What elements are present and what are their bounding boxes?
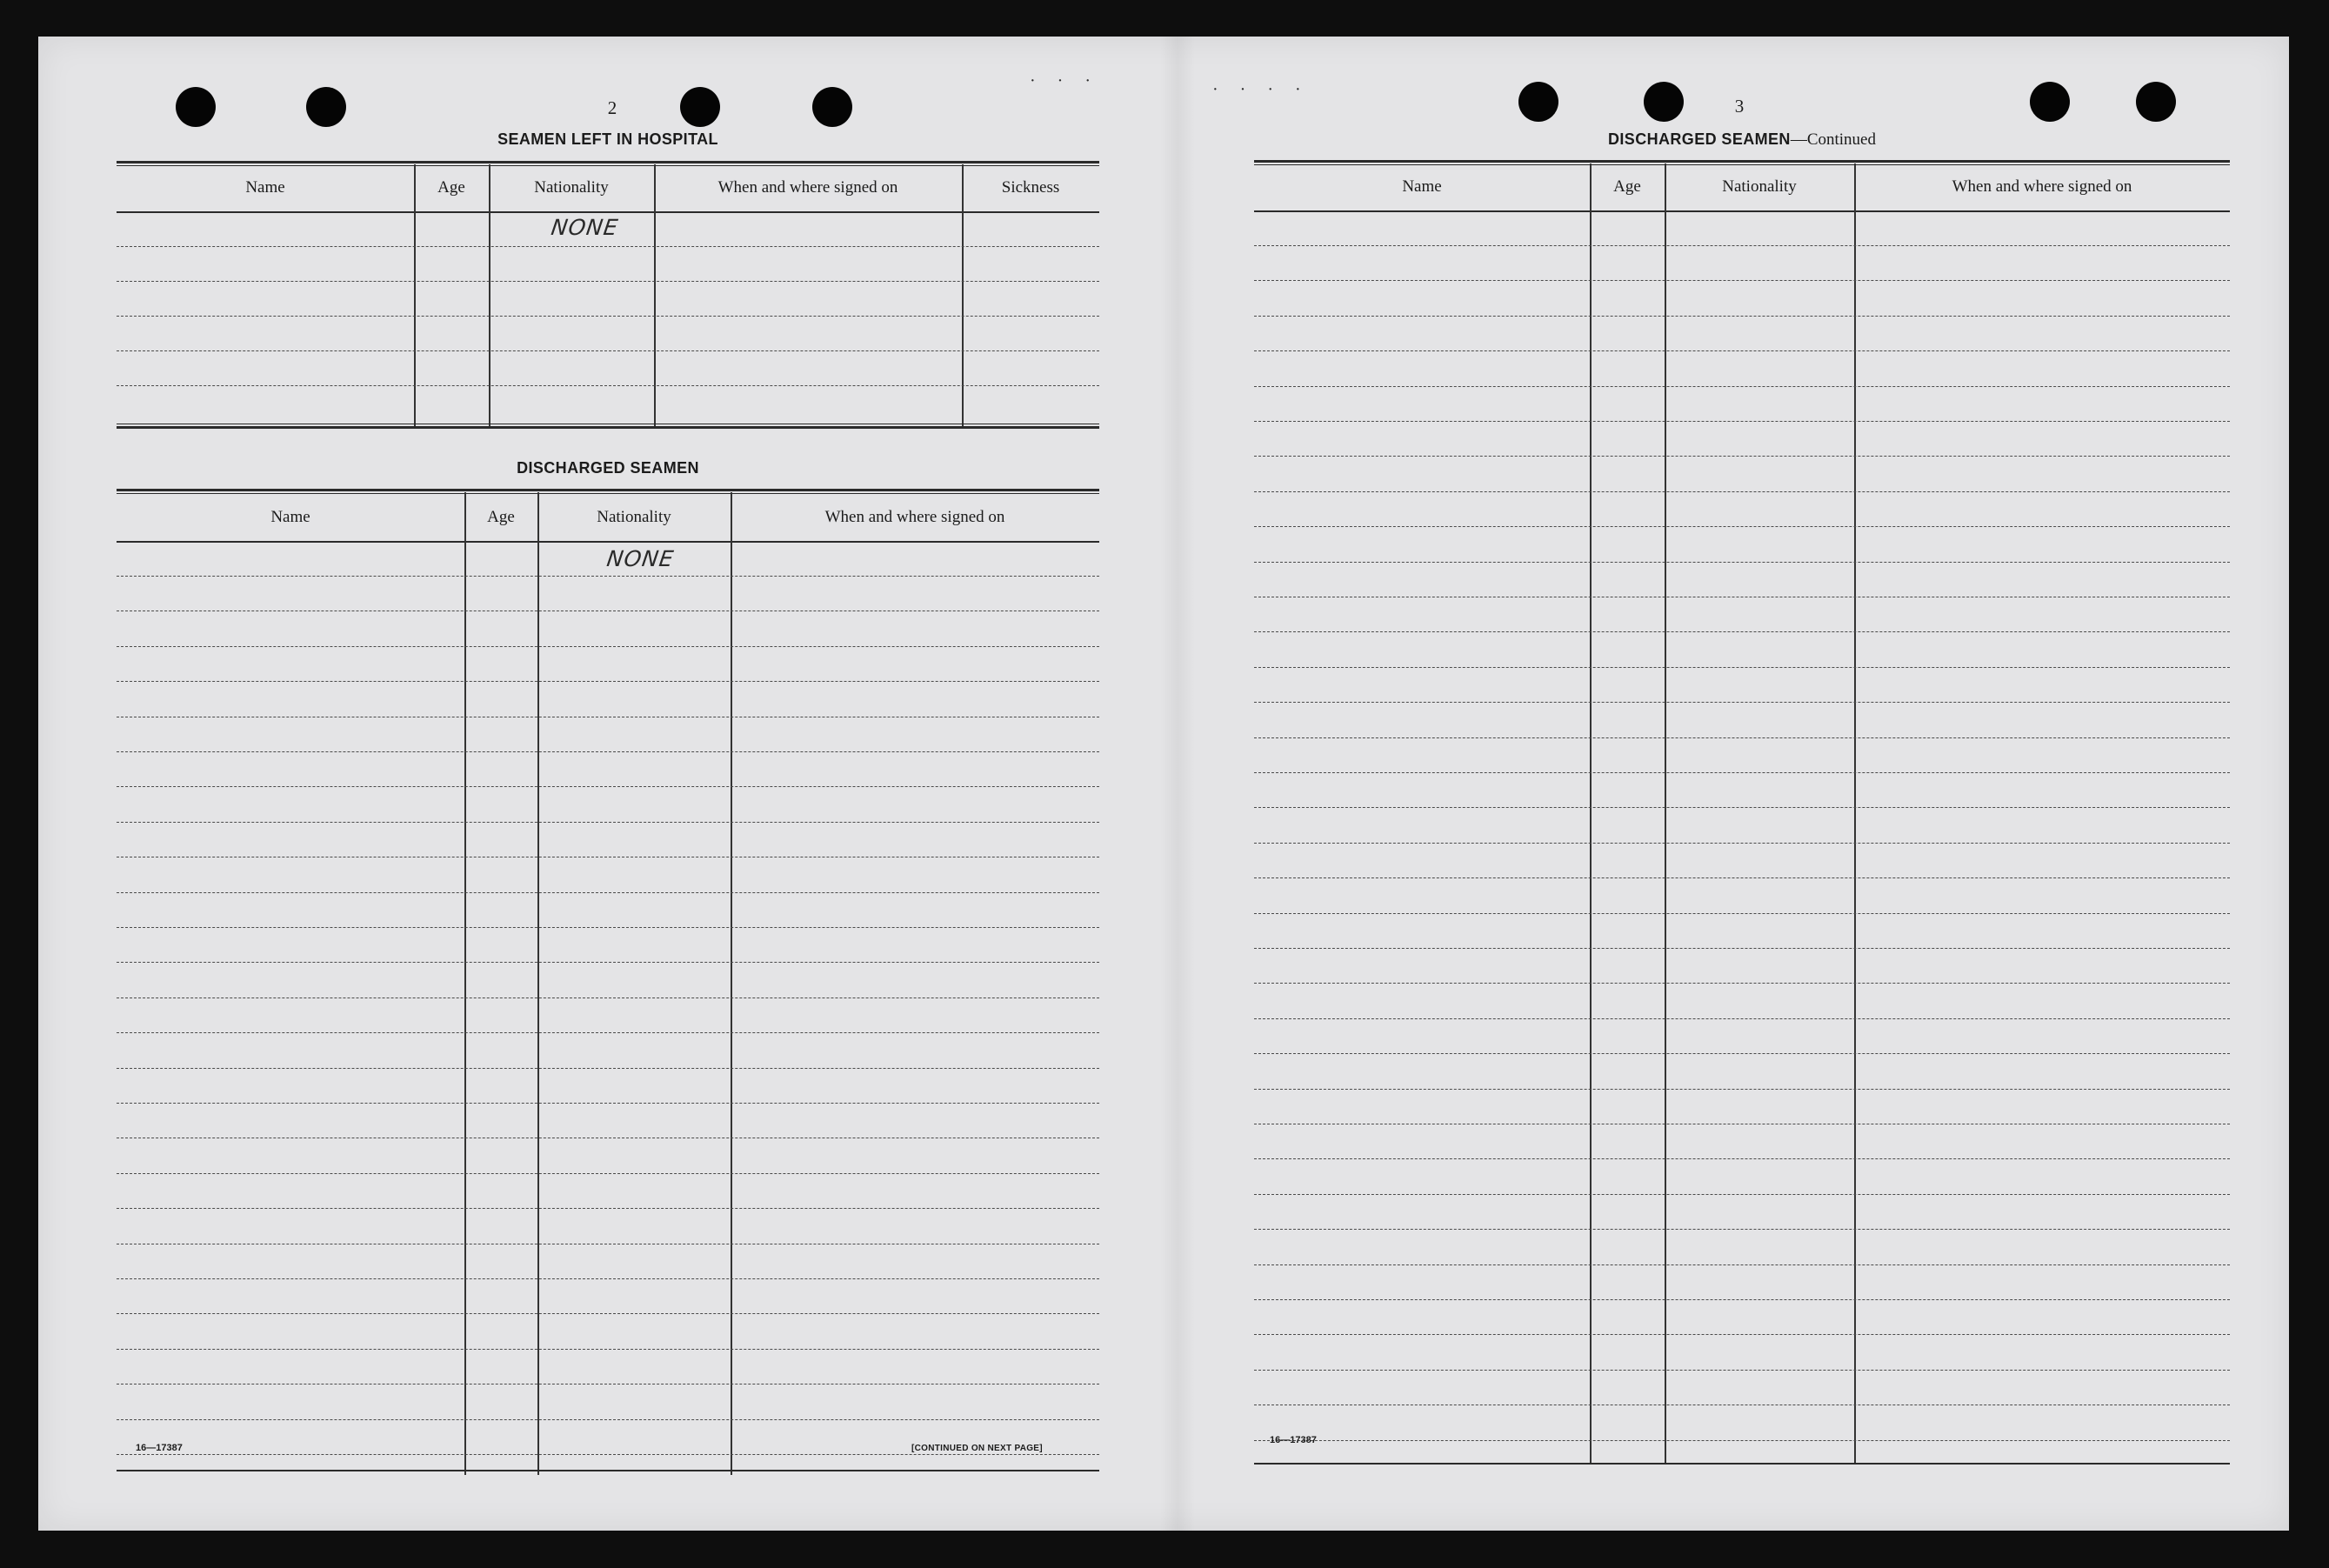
ledger-row-line: [1254, 702, 2230, 703]
ledger-row-line: [117, 1032, 1099, 1033]
ledger-row-line: [117, 1068, 1099, 1069]
print-specks: · · ·: [1030, 71, 1099, 90]
column-header-name: Name: [1402, 177, 1442, 196]
punch-hole: [812, 87, 852, 127]
ledger-row-line: [117, 681, 1099, 682]
hospital-section-title: SEAMEN LEFT IN HOSPITAL: [497, 130, 718, 148]
ledger-row-line: [1254, 667, 2230, 668]
ledger-row-line: [1254, 1334, 2230, 1335]
ledger-row-line: [1254, 1299, 2230, 1300]
discharged-continued-suffix: —Continued: [1790, 130, 1876, 149]
ledger-row-line: [1254, 877, 2230, 878]
column-header-age: Age: [1613, 177, 1641, 196]
ledger-row-line: [1254, 1194, 2230, 1195]
ledger-row-line: [1254, 948, 2230, 949]
punch-hole: [2030, 82, 2070, 122]
form-code-left: 16—17387: [136, 1443, 183, 1453]
ledger-row-line: [117, 962, 1099, 963]
ledger-row-line: [1254, 245, 2230, 246]
punch-hole: [680, 87, 720, 127]
column-header-nationality: Nationality: [534, 178, 609, 197]
ledger-row-line: [117, 1384, 1099, 1385]
ledger-row-line: [1254, 1229, 2230, 1230]
ledger-row-line: [1254, 526, 2230, 527]
ledger-row-line: [117, 786, 1099, 787]
column-header-nationality: Nationality: [1722, 177, 1797, 196]
ledger-row-line: [117, 1454, 1099, 1455]
ledger-row-line: [117, 576, 1099, 577]
ledger-row-line: [1254, 631, 2230, 632]
page-number-right: 3: [1734, 96, 1745, 117]
discharged-continued-title-main: DISCHARGED SEAMEN: [1608, 130, 1791, 148]
column-header-nationality: Nationality: [597, 508, 671, 526]
ledger-row-line: [1254, 316, 2230, 317]
hospital-nationality-entry: NONE: [549, 215, 620, 240]
ledger-row-line: [1254, 737, 2230, 738]
continued-note: [CONTINUED ON NEXT PAGE]: [911, 1444, 1043, 1453]
ledger-row-line: [1254, 1089, 2230, 1090]
ledger-row-line: [1254, 1440, 2230, 1441]
ledger-row-line: [1254, 386, 2230, 387]
discharged-section-title: DISCHARGED SEAMEN: [517, 459, 699, 477]
ledger-row-line: [117, 892, 1099, 893]
ledger-row-line: [1254, 913, 2230, 914]
ledger-row-line: [117, 822, 1099, 823]
discharged-table-right: [1254, 160, 2230, 1473]
ledger-row-line: [1254, 772, 2230, 773]
hospital-table: [117, 161, 1099, 439]
ledger-row-line: [1254, 1264, 2230, 1265]
page-fold: [1160, 37, 1195, 1531]
column-header-age: Age: [437, 178, 465, 197]
ledger-row-line: [117, 1278, 1099, 1279]
page-number-left: 2: [607, 97, 617, 118]
ledger-row-line: [1254, 350, 2230, 351]
discharged-continued-title: [1254, 130, 2230, 150]
ledger-row-line: [117, 751, 1099, 752]
ledger-row-line: [1254, 562, 2230, 563]
punch-hole: [176, 87, 216, 127]
column-header-signed-on: When and where signed on: [1952, 177, 2132, 196]
ledger-row-line: [117, 646, 1099, 647]
ledger-row-line: [1254, 1158, 2230, 1159]
ledger-row-line: [117, 1419, 1099, 1420]
ledger-row-line: [117, 1103, 1099, 1104]
ledger-row-line: [1254, 1370, 2230, 1371]
print-specks: · · · ·: [1212, 80, 1310, 99]
column-header-name: Name: [245, 178, 285, 197]
punch-hole: [1518, 82, 1558, 122]
ledger-row-line: [1254, 280, 2230, 281]
ledger-row-line: [117, 1313, 1099, 1314]
ledger-row-line: [1254, 1018, 2230, 1019]
document-sheet: [38, 37, 2289, 1531]
ledger-row-line: [1254, 1053, 2230, 1054]
ledger-row-line: [1254, 807, 2230, 808]
ledger-row-line: [1254, 421, 2230, 422]
ledger-row-line: [117, 927, 1099, 928]
ledger-row-line: [117, 1349, 1099, 1350]
punch-hole: [2136, 82, 2176, 122]
ledger-row-line: [1254, 983, 2230, 984]
ledger-row-line: [1254, 843, 2230, 844]
discharged-table-left: [117, 489, 1099, 1480]
column-header-name: Name: [270, 508, 310, 526]
punch-hole: [1644, 82, 1684, 122]
ledger-row-line: [1254, 491, 2230, 492]
column-header-signed-on: When and where signed on: [824, 508, 1005, 526]
column-header-sickness: Sickness: [1001, 178, 1060, 197]
ledger-row-line: [1254, 456, 2230, 457]
ledger-row-line: [117, 1173, 1099, 1174]
column-header-signed-on: When and where signed on: [717, 178, 898, 197]
ledger-row-line: [117, 1208, 1099, 1209]
form-code-right: 16—17387: [1270, 1435, 1317, 1445]
discharged-nationality-entry: NONE: [604, 546, 676, 571]
punch-hole: [306, 87, 346, 127]
column-header-age: Age: [487, 508, 515, 526]
